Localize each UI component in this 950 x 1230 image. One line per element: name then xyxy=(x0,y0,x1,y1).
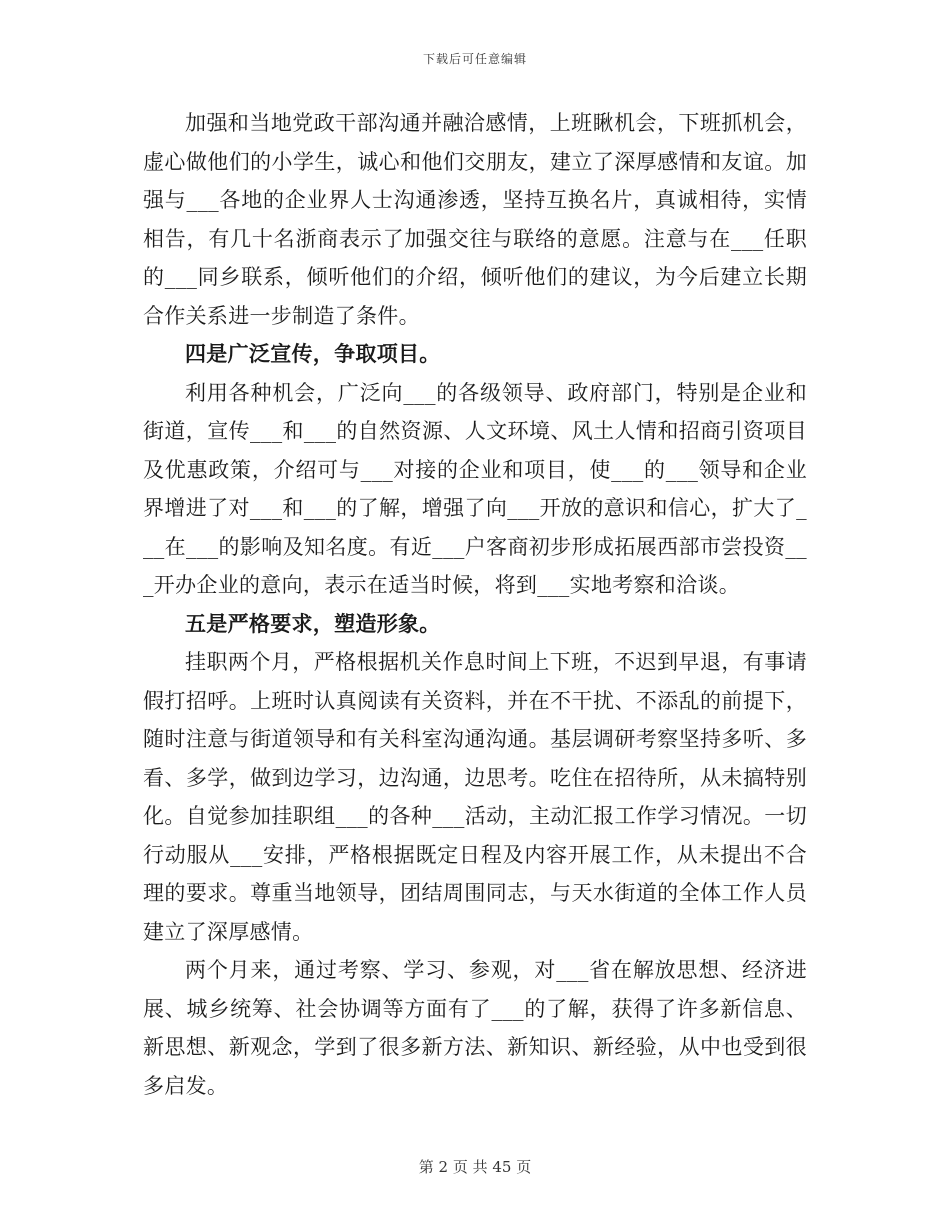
paragraph-summary: 两个月来，通过考察、学习、参观，对___省在解放思想、经济进展、城乡统筹、社会协调等方面有了___的了解，获得了许多新信息、新思想、新观念，学到了很多新方法、新知识、新经验，从中也受到很多启发。 xyxy=(143,958,807,1098)
page-header: 下载后可任意编辑 xyxy=(422,52,527,66)
page-number: 第 2 页 共 45 页 xyxy=(418,1158,532,1176)
section-heading-discipline: 五是严格要求，塑造形象。 xyxy=(185,610,441,636)
paragraph-liaison: 加强和当地党政干部沟通并融洽感情，上班瞅机会，下班抓机会，虚心做他们的小学生，诚心和他们交朋友，建立了深厚感情和友谊。加强与___各地的企业界人士沟通渗透，坚持互换名片，真诚相待，实情相告，有几十名浙商表示了加强交往与联络的意愿。注意与在___任职的___同乡联系，倾听他们的介绍，倾听他们的建议，为今后建立长期合作关系进一步制造了条件。 xyxy=(143,111,807,328)
section-heading-publicity: 四是广泛宣传，争取项目。 xyxy=(185,341,441,366)
document-body xyxy=(143,104,807,1105)
paragraph-discipline: 挂职两个月，严格根据机关作息时间上下班，不迟到早退，有事请假打招呼。上班时认真阅读有关资料，并在不干扰、不添乱的前提下，随时注意与街道领导和有关科室沟通沟通。基层调研考察坚持多听、多看、多学，做到边学习，边沟通，边思考。吃住在招待所，从未搞特别化。自觉参加挂职组___的各种___活动，主动汇报工作学习情况。一切行动服从___安排，严格根据既定日程及内容开展工作，从未提出不合理的要求。尊重当地领导，团结周围同志，与天水街道的全体工作人员建立了深厚感情。 xyxy=(143,650,807,944)
paragraph-publicity: 利用各种机会，广泛向___的各级领导、政府部门，特别是企业和街道，宣传___和___的自然资源、人文环境、风土人情和招商引资项目及优惠政策，介绍可与___对接的企业和项目，使___的___领导和企业界增进了对___和___的了解，增强了向___开放的意识和信心，扩大了___在___的影响及知名度。有近___户客商初步形成拓展西部市尝投资___开办企业的意向，表示在适当时候，将到___实地考察和洽谈。 xyxy=(143,380,807,597)
